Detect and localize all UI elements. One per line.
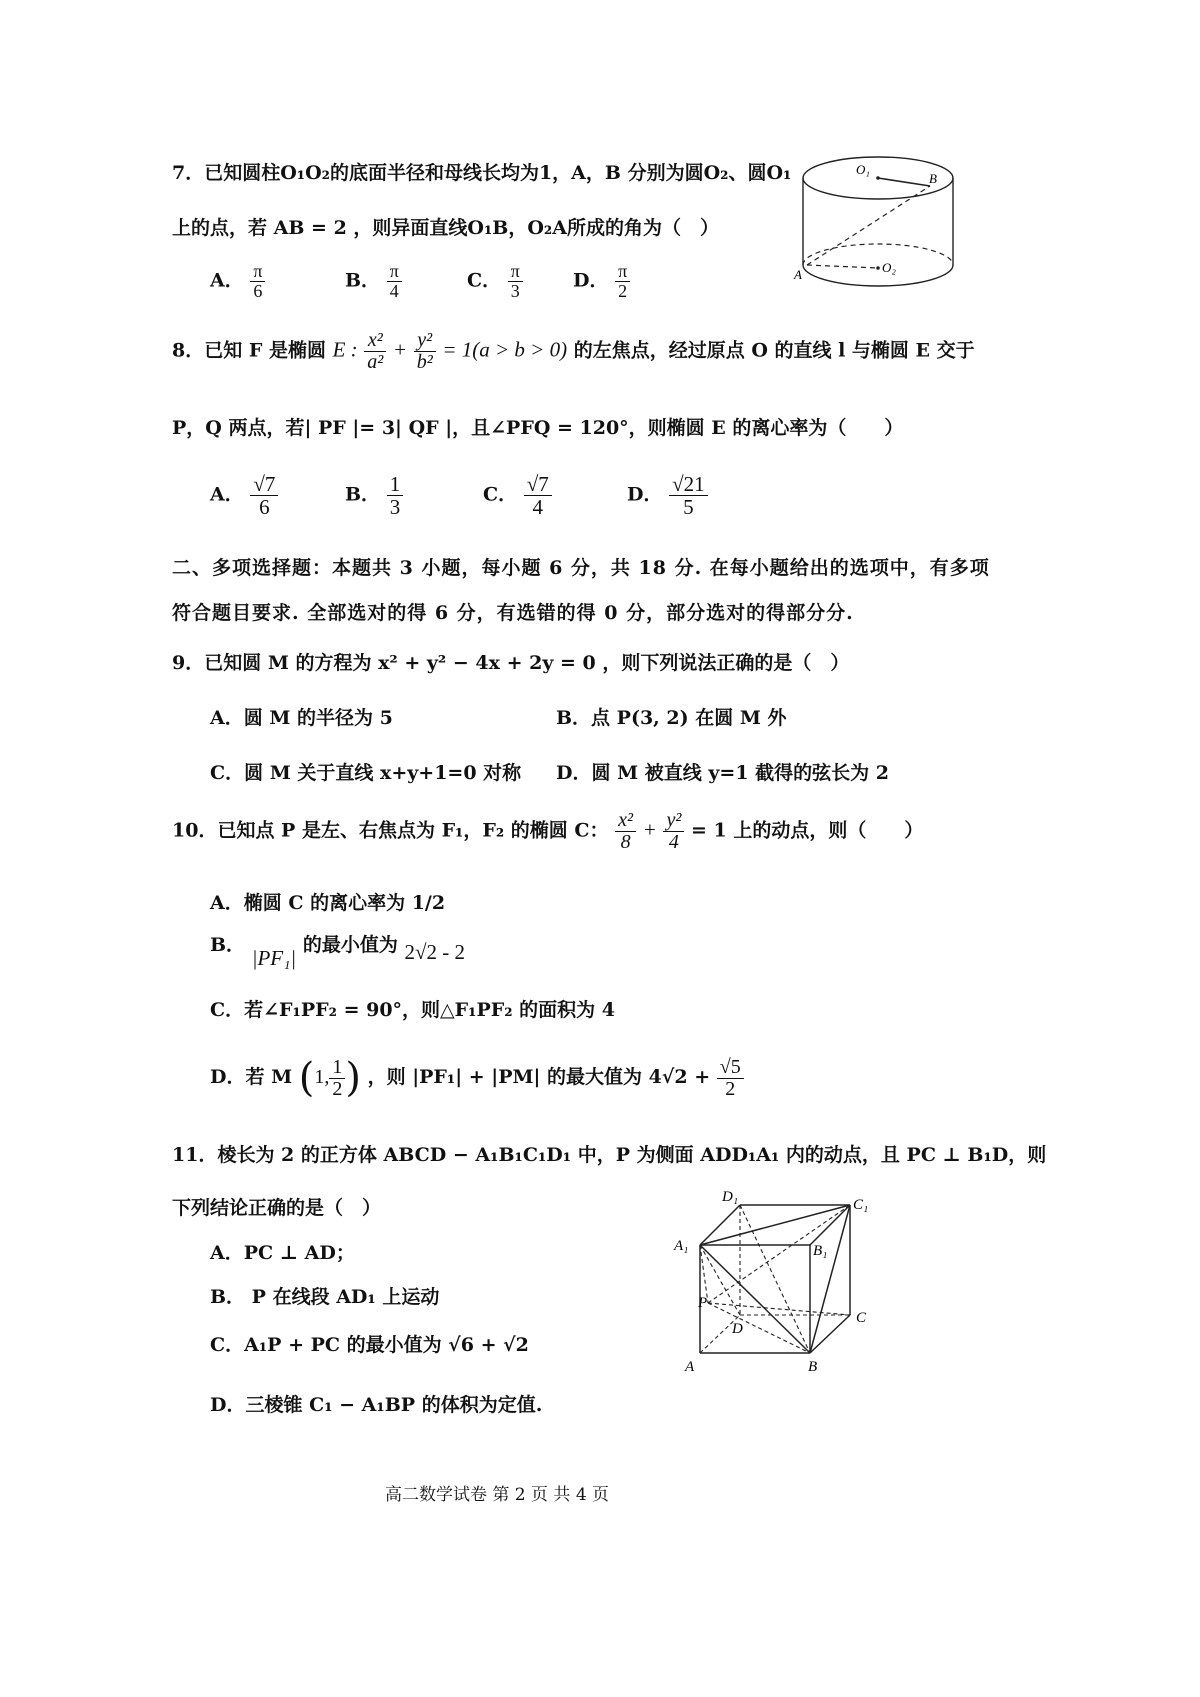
q11-option-a: A．PC ⊥ AD；: [210, 1242, 355, 1264]
q9-option-b: B．点 P(3, 2) 在圆 M 外: [556, 707, 787, 729]
q9-option-c: C．圆 M 关于直线 x+y+1=0 对称: [210, 762, 522, 784]
q11-option-c: C．A₁P + PC 的最小值为 √6 + √2: [210, 1334, 529, 1356]
q9-option-a: A．圆 M 的半径为 5: [210, 707, 393, 729]
cylinder-figure: [790, 148, 965, 298]
q7-line1: 7．已知圆柱O₁O₂的底面半径和母线长均为1，A，B 分别为圆O₂、圆O₁: [172, 162, 792, 184]
q8-option-a: A． $\frac{√7}{6}$: [210, 473, 278, 518]
q10-option-b: B． |PF₁| 的最小值为 2√2 - 2: [210, 934, 465, 970]
q7-option-c: C． $\frac{\pi}{3}$: [467, 262, 523, 301]
q10-option-c: C．若∠F₁PF₂ = 90°，则△F₁PF₂ 的面积为 4: [210, 999, 616, 1021]
q7-option-a: A． $\frac{\pi}{6}$: [210, 262, 265, 301]
q8-option-d: D． $\frac{√21}{5}$: [627, 473, 708, 518]
label-b: B: [808, 1359, 818, 1375]
section2-line2: 符合题目要求. 全部选对的得 6 分，有选错的得 0 分，部分选对的得部分分.: [172, 602, 854, 624]
q8-option-b: B． $\frac{1}{3}$: [345, 473, 403, 518]
q9-stem: 9．已知圆 M 的方程为 x² + y² − 4x + 2y = 0 ，则下列说法正确的是（ ）: [172, 652, 850, 674]
label-c: C: [856, 1310, 867, 1326]
page-footer: 高二数学试卷 第 2 页 共 4 页: [385, 1485, 610, 1505]
q8-line1: 8．已知 F 是椭圆 E : $\frac{\text{x²}}{\text{a²}}$ + $\frac{\text{y²}}{\text{b²}}$ = 1(a > b > 0) 的左焦点，经过原点 O 的直线 l 与椭圆 E 交于: [172, 329, 975, 373]
label-c1: C₁: [853, 1197, 869, 1213]
label-b: B: [929, 171, 937, 186]
label-p: P: [698, 1295, 708, 1311]
label-b1: B₁: [813, 1243, 828, 1259]
label-a1: A₁: [674, 1238, 689, 1254]
q7-option-b: B． $\frac{\pi}{4}$: [345, 262, 402, 301]
q8-option-c: C． $\frac{√7}{4}$: [483, 473, 552, 518]
q7-line2: 上的点，若 AB = 2 ，则异面直线O₁B，O₂A所成的角为（ ）: [172, 217, 719, 239]
label-a: A: [685, 1359, 695, 1375]
q11-option-b: B． P 在线段 AD₁ 上运动: [210, 1286, 440, 1308]
q11-line2: 下列结论正确的是（ ）: [172, 1197, 382, 1219]
section2-line1: 二、多项选择题：本题共 3 小题，每小题 6 分，共 18 分. 在每小题给出的选项中，有多项: [172, 557, 990, 579]
cube-figure: [670, 1185, 885, 1385]
label-o2: O₂: [882, 260, 896, 275]
label-o1: O₁: [856, 162, 870, 177]
q11-option-d: D．三棱锥 C₁ − A₁BP 的体积为定值.: [210, 1394, 543, 1416]
q7-option-d: D． $\frac{\pi}{2}$: [573, 262, 630, 301]
label-d: D: [732, 1321, 743, 1337]
q10-stem: 10．已知点 P 是左、右焦点为 F₁，F₂ 的椭圆 C： $\frac{\text{x²}}{8}$ + $\frac{\text{y²}}{4}$ = 1 上的动点，则（ ）: [172, 809, 924, 853]
q10-option-d: D．若 M (1, $\frac{1}{2}$ ) ，则 |PF₁| + |PM| 的最大值为 4√2 + $\frac{√5}{2}$: [210, 1055, 744, 1101]
q8-line2: P，Q 两点，若| PF |= 3| QF |，且∠PFQ = 120°，则椭圆 E 的离心率为（ ）: [172, 417, 904, 439]
q9-option-d: D．圆 M 被直线 y=1 截得的弦长为 2: [556, 762, 889, 784]
label-d1: D₁: [722, 1189, 739, 1205]
q11-line1: 11．棱长为 2 的正方体 ABCD − A₁B₁C₁D₁ 中，P 为侧面 ADD₁A₁ 内的动点，且 PC ⊥ B₁D，则: [172, 1144, 1047, 1166]
q10-option-a: A．椭圆 C 的离心率为 1/2: [210, 892, 446, 914]
label-a: A: [794, 267, 802, 282]
